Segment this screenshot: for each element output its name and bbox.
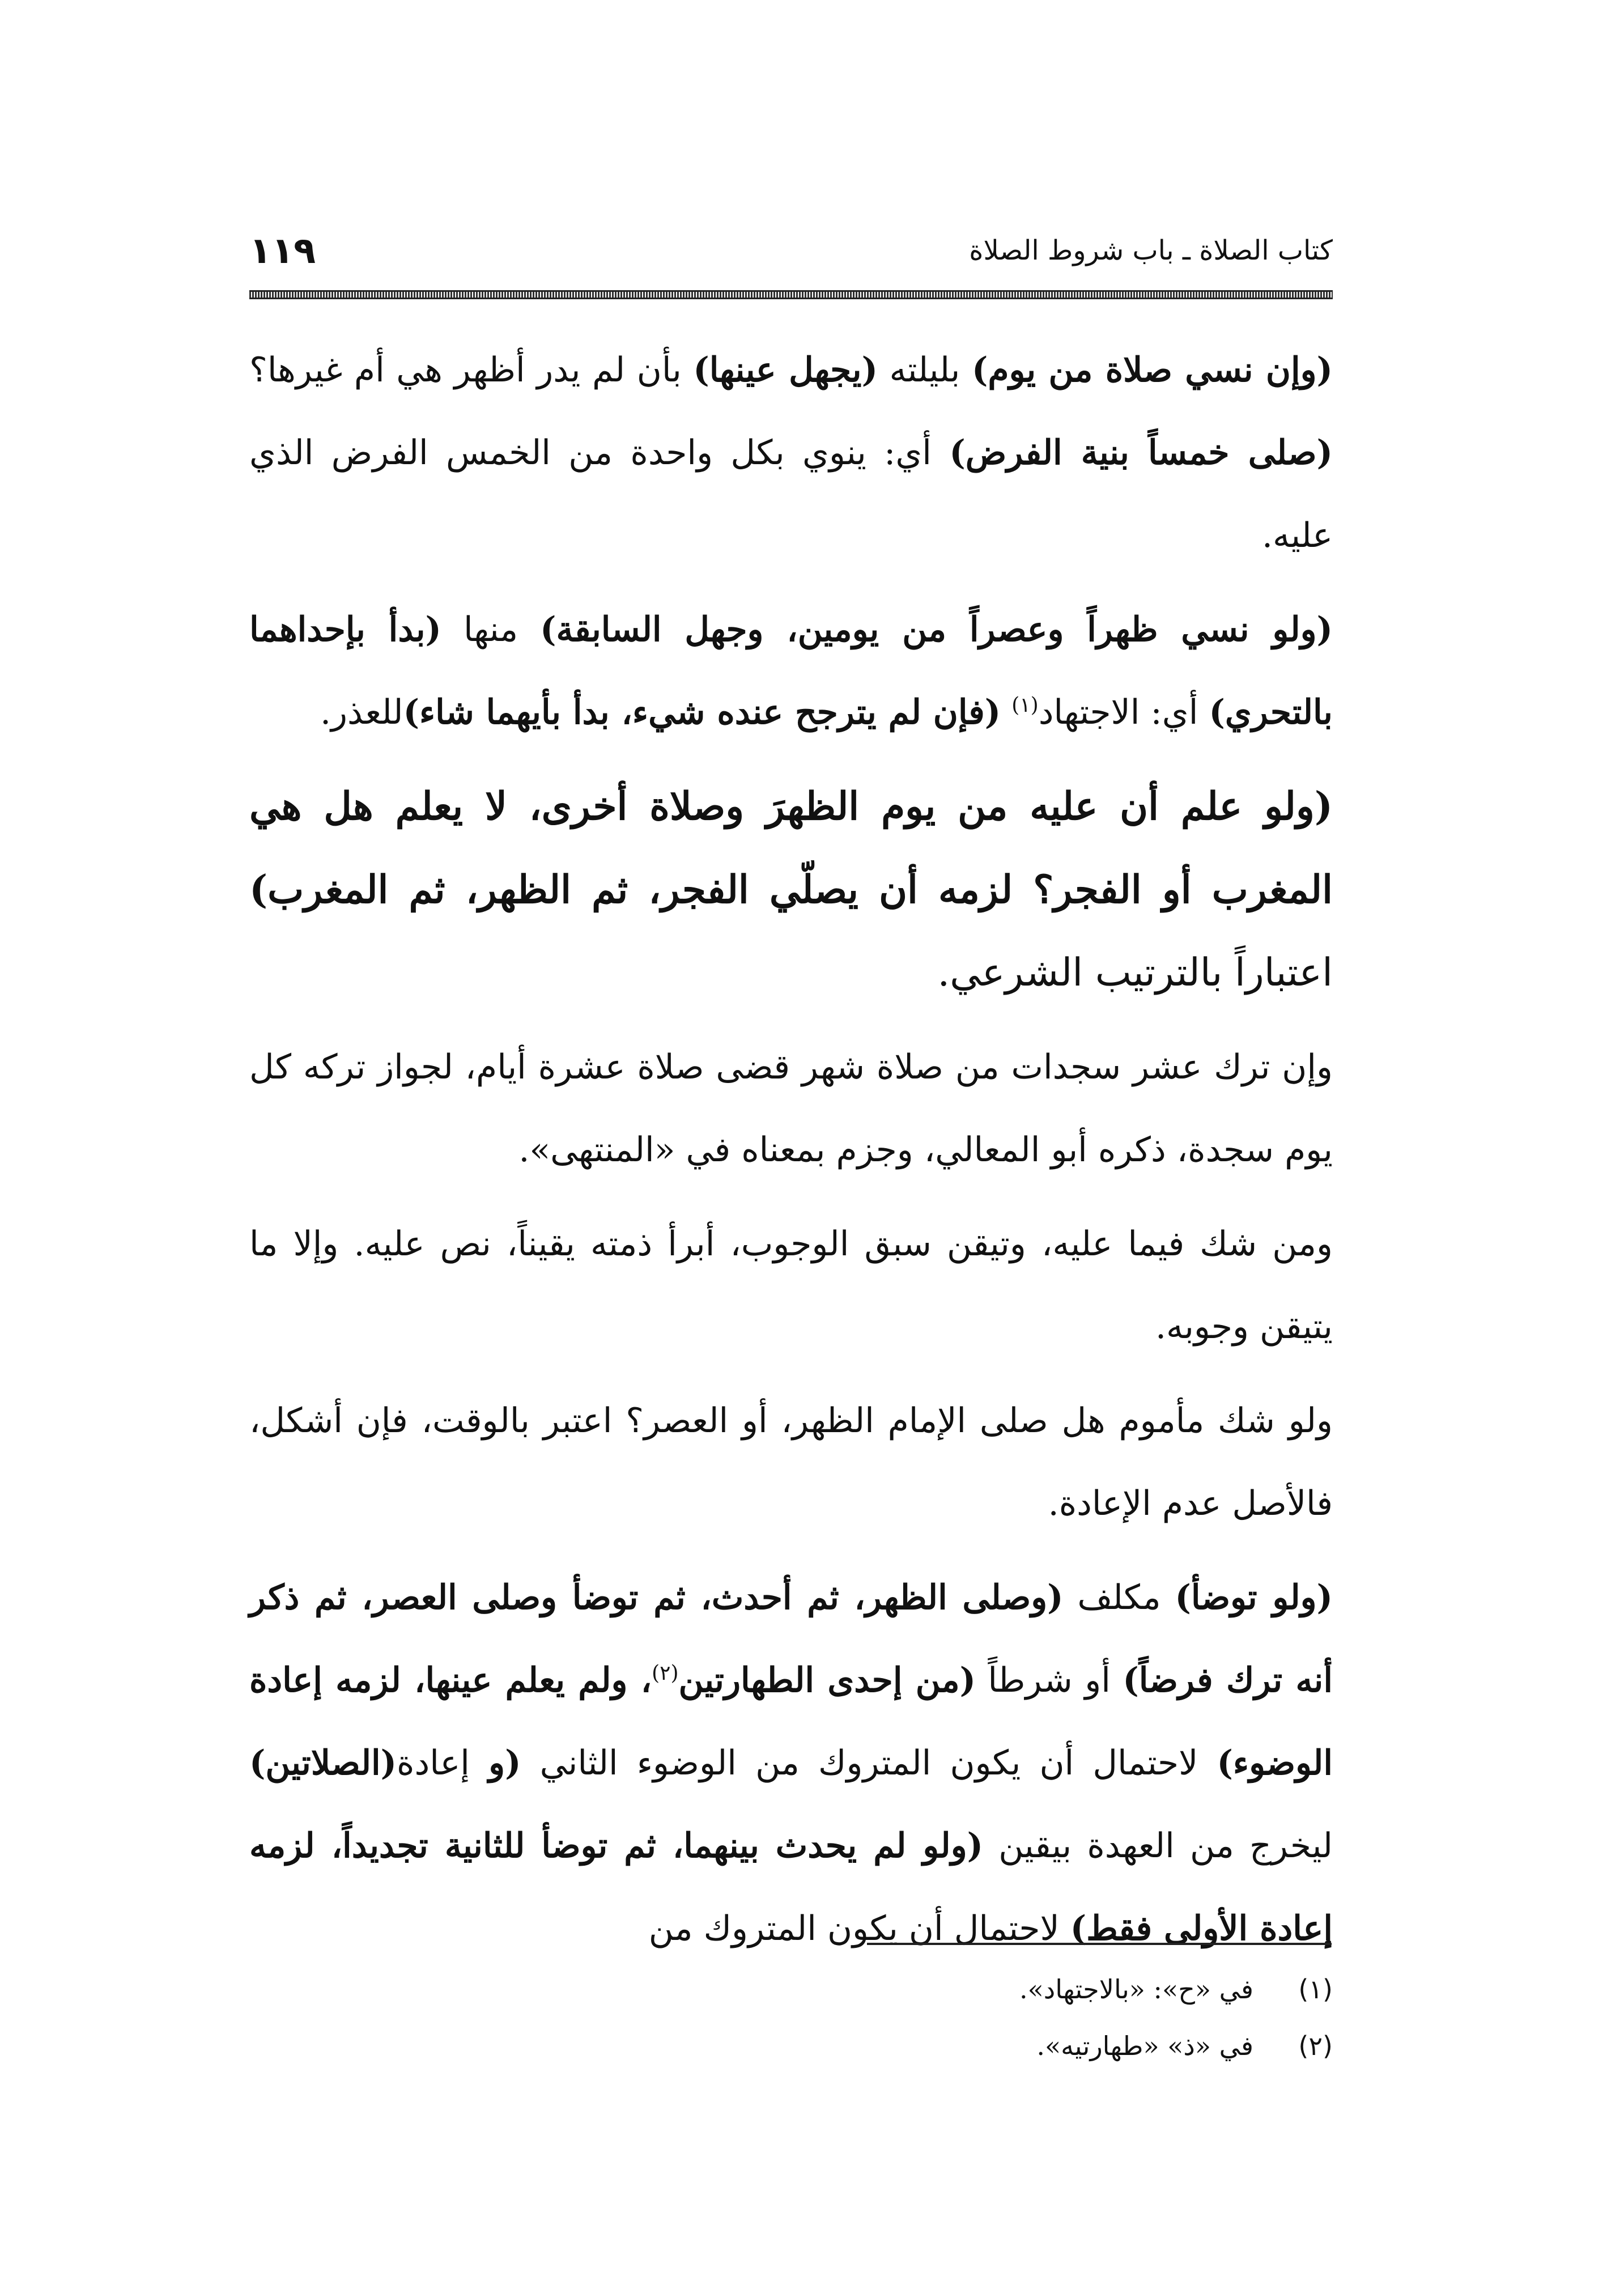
matn-text: (بدأ بإحداهما بالتحري) bbox=[249, 610, 1333, 732]
footnote-text: في «ذ» «طهارتيه». bbox=[1036, 2031, 1253, 2061]
footnote-number: (١) bbox=[1298, 1974, 1333, 2005]
matn-text: (ولو علم أن عليه من يوم الظهرَ وصلاة أخرى، لا يعلم هل هي المغرب أو الفجر؟ لزمه أن يصلّي الفجر، ثم الظهر، ثم المغرب) bbox=[249, 784, 1333, 912]
commentary-text: إعادة bbox=[397, 1743, 489, 1783]
footnote-marker: (١) bbox=[1011, 694, 1039, 717]
commentary-text: وإن ترك عشر سجدات من صلاة شهر قضى صلاة عشرة أيام، لجواز تركه كل يوم سجدة، ذكره أبو المعالي، وجزم بمعناه في «المنتهى». bbox=[249, 1047, 1333, 1170]
commentary-text: بليلته bbox=[878, 350, 972, 390]
matn-text: (الصلاتين) bbox=[249, 1743, 397, 1783]
paragraph bbox=[249, 1203, 1333, 1368]
commentary-text: لاحتمال أن يكون المتروك من bbox=[648, 1909, 1070, 1948]
chapter-title: كتاب الصلاة ـ باب شروط الصلاة bbox=[969, 235, 1333, 266]
matn-text: (وإن نسي صلاة من يوم) bbox=[971, 350, 1333, 390]
footnote bbox=[249, 2018, 1333, 2074]
matn-text: (من إحدى الطهارتين bbox=[678, 1661, 976, 1700]
running-header bbox=[249, 227, 1333, 278]
commentary-text: ومن شك فيما عليه، وتيقن سبق الوجوب، أبرأ ذمته يقيناً، نص عليه. وإلا ما يتيقن وجوبه. bbox=[249, 1224, 1333, 1347]
matn-text: (يجهل عينها) bbox=[693, 350, 878, 390]
footnotes bbox=[249, 1961, 1333, 2074]
commentary-text: مكلف bbox=[1063, 1578, 1175, 1617]
commentary-text: بأن لم يدر أظهر هي أم غيرها؟ bbox=[249, 350, 694, 390]
footnote-rule bbox=[867, 1943, 1332, 1945]
matn-text: (ولو لم يحدث بينهما، ثم توضأ للثانية تجديداً، لزمه إعادة الأولى فقط) bbox=[249, 1826, 1333, 1948]
header-rule bbox=[249, 290, 1333, 299]
matn-text: (وصلى الظهر، ثم أحدث، ثم توضأ وصلى العصر، ثم ذكر أنه ترك فرضاً) bbox=[249, 1578, 1333, 1700]
footnote bbox=[249, 1961, 1333, 2018]
paragraph bbox=[249, 1026, 1333, 1191]
commentary-text: اعتباراً بالترتيب الشرعي. bbox=[937, 950, 1333, 995]
matn-text: (فإن لم يترجح عنده شيء، بدأ بأيهما شاء) bbox=[403, 693, 1001, 732]
paragraph bbox=[249, 588, 1333, 754]
footnote-number: (٢) bbox=[1298, 2031, 1333, 2061]
commentary-text: أي: ينوي بكل واحدة من الخمس الفرض الذي عليه. bbox=[249, 433, 1333, 555]
commentary-text bbox=[1001, 693, 1011, 732]
matn-text: (ولو نسي ظهراً وعصراً من يومين، وجهل السابقة) bbox=[540, 610, 1333, 649]
commentary-text: للعذر. bbox=[320, 693, 403, 732]
commentary-text: أو شرطاً bbox=[975, 1661, 1123, 1700]
commentary-text: منها bbox=[441, 610, 541, 649]
matn-text: ، ولم يعلم عينها، لزمه إعادة الوضوء) bbox=[249, 1661, 1333, 1783]
body-text bbox=[249, 329, 1333, 1970]
matn-text: (ولو توضأ) bbox=[1175, 1578, 1333, 1617]
paragraph bbox=[249, 1379, 1333, 1545]
paragraph bbox=[249, 1556, 1333, 1970]
commentary-text: أي: الاجتهاد bbox=[1038, 693, 1209, 732]
footnote-text: في «ح»: «بالاجتهاد». bbox=[1019, 1974, 1253, 2005]
commentary-text: لاحتمال أن يكون المتروك من الوضوء الثاني bbox=[521, 1743, 1217, 1783]
matn-text: (صلى خمساً بنية الفرض) bbox=[949, 433, 1333, 473]
matn-text: (و bbox=[488, 1743, 521, 1783]
commentary-text: ولو شك مأموم هل صلى الإمام الظهر، أو العصر؟ اعتبر بالوقت، فإن أشكل، فالأصل عدم الإعادة. bbox=[249, 1401, 1333, 1523]
commentary-text: ليخرج من العهدة بيقين bbox=[983, 1826, 1333, 1866]
page-number: ١١٩ bbox=[249, 230, 316, 272]
paragraph bbox=[249, 329, 1333, 577]
footnote-marker: (٢) bbox=[652, 1662, 679, 1685]
paragraph bbox=[249, 765, 1333, 1014]
